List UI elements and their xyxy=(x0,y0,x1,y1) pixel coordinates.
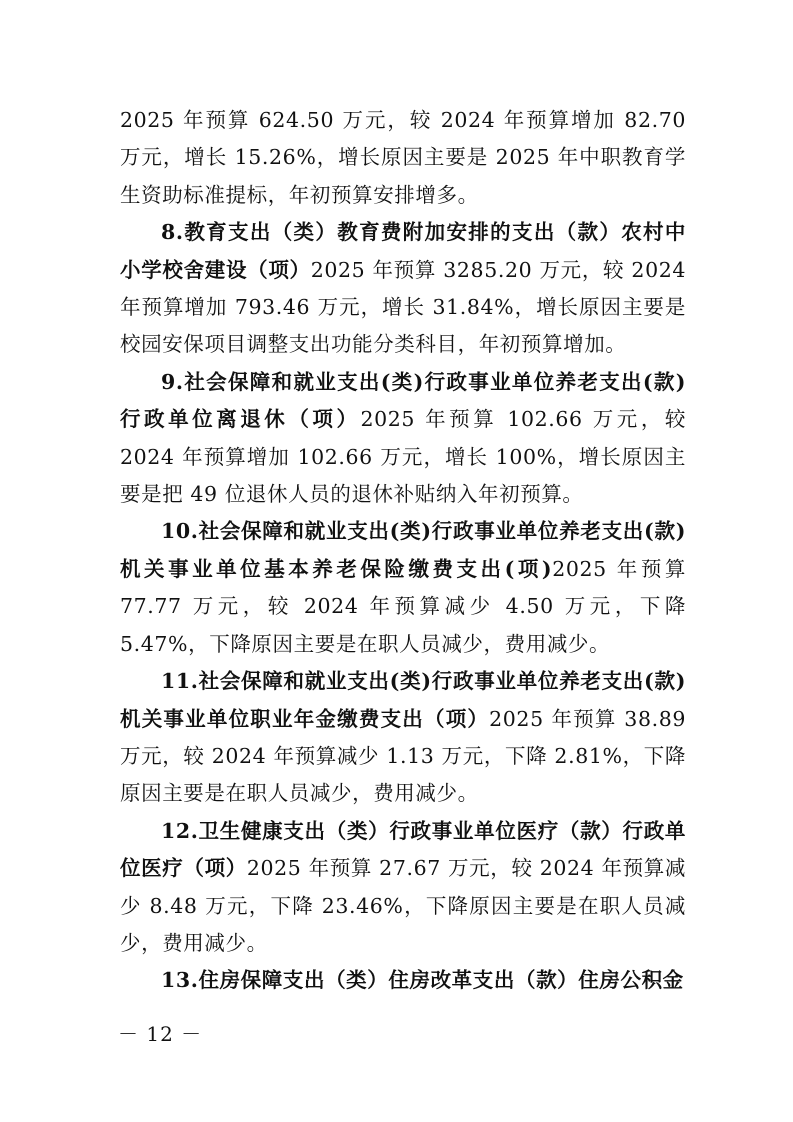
paragraph-11 xyxy=(120,663,686,813)
paragraph-head: 11.社会保障和就业支出(类)行政事业单位养老支出(款)机关事业单位职业年金缴费支出（项） xyxy=(120,669,686,731)
paragraph-text: 2025 年预算 38.89 万元，较 2024 年预算减少 1.13 万元，下降 2.81%，下降原因主要是在职人员减少，费用减少。 xyxy=(120,706,686,806)
paragraph-8 xyxy=(120,214,686,364)
paragraph-text: 2025 年预算 27.67 万元，较 2024 年预算减少 8.48 万元，下降 23.46%，下降原因主要是在职人员减少，费用减少。 xyxy=(120,856,686,955)
paragraph-head: 9.社会保障和就业支出(类)行政事业单位养老支出(款)行政单位离退休（项） xyxy=(120,369,686,432)
page-number: － 12 － xyxy=(118,1022,203,1046)
paragraph-text: 2025 年预算 102.66 万元，较 2024 年预算增加 102.66 万元，增长 100%，增长原因主要是把 49 位退休人员的退休补贴纳入年初预算。 xyxy=(120,407,686,507)
paragraph-7-continued xyxy=(120,102,686,214)
paragraph-text: 2025 年预算 3285.20 万元，较 2024 年预算增加 793.46 万元，增长 31.84%，增长原因主要是校园安保项目调整支出功能分类科目，年初预算增加。 xyxy=(120,257,686,357)
paragraph-text: 2025 年预算 624.50 万元，较 2024 年预算增加 82.70 万元，增长 15.26%，增长原因主要是 2025 年中职教育学生资助标准提标，年初预算安排增多。 xyxy=(120,108,686,207)
paragraph-head: 13.住房保障支出（类）住房改革支出（款）住房公积金 xyxy=(161,968,684,993)
paragraph-12 xyxy=(120,813,686,963)
paragraph-head: 8.教育支出（类）教育费附加安排的支出（款）农村中小学校舍建设（项） xyxy=(120,220,686,282)
document-body xyxy=(120,102,686,1000)
paragraph-text: 2025 年预算 77.77 万元，较 2024 年预算减少 4.50 万元，下降 5.47%，下降原因主要是在职人员减少，费用减少。 xyxy=(120,556,686,656)
paragraph-9 xyxy=(120,364,686,514)
paragraph-head: 10.社会保障和就业支出(类)行政事业单位养老支出(款)机关事业单位基本养老保险缴费支出(项) xyxy=(120,519,686,581)
paragraph-10 xyxy=(120,513,686,663)
paragraph-head: 12.卫生健康支出（类）行政事业单位医疗（款）行政单位医疗（项） xyxy=(120,818,686,881)
paragraph-13 xyxy=(120,962,686,999)
